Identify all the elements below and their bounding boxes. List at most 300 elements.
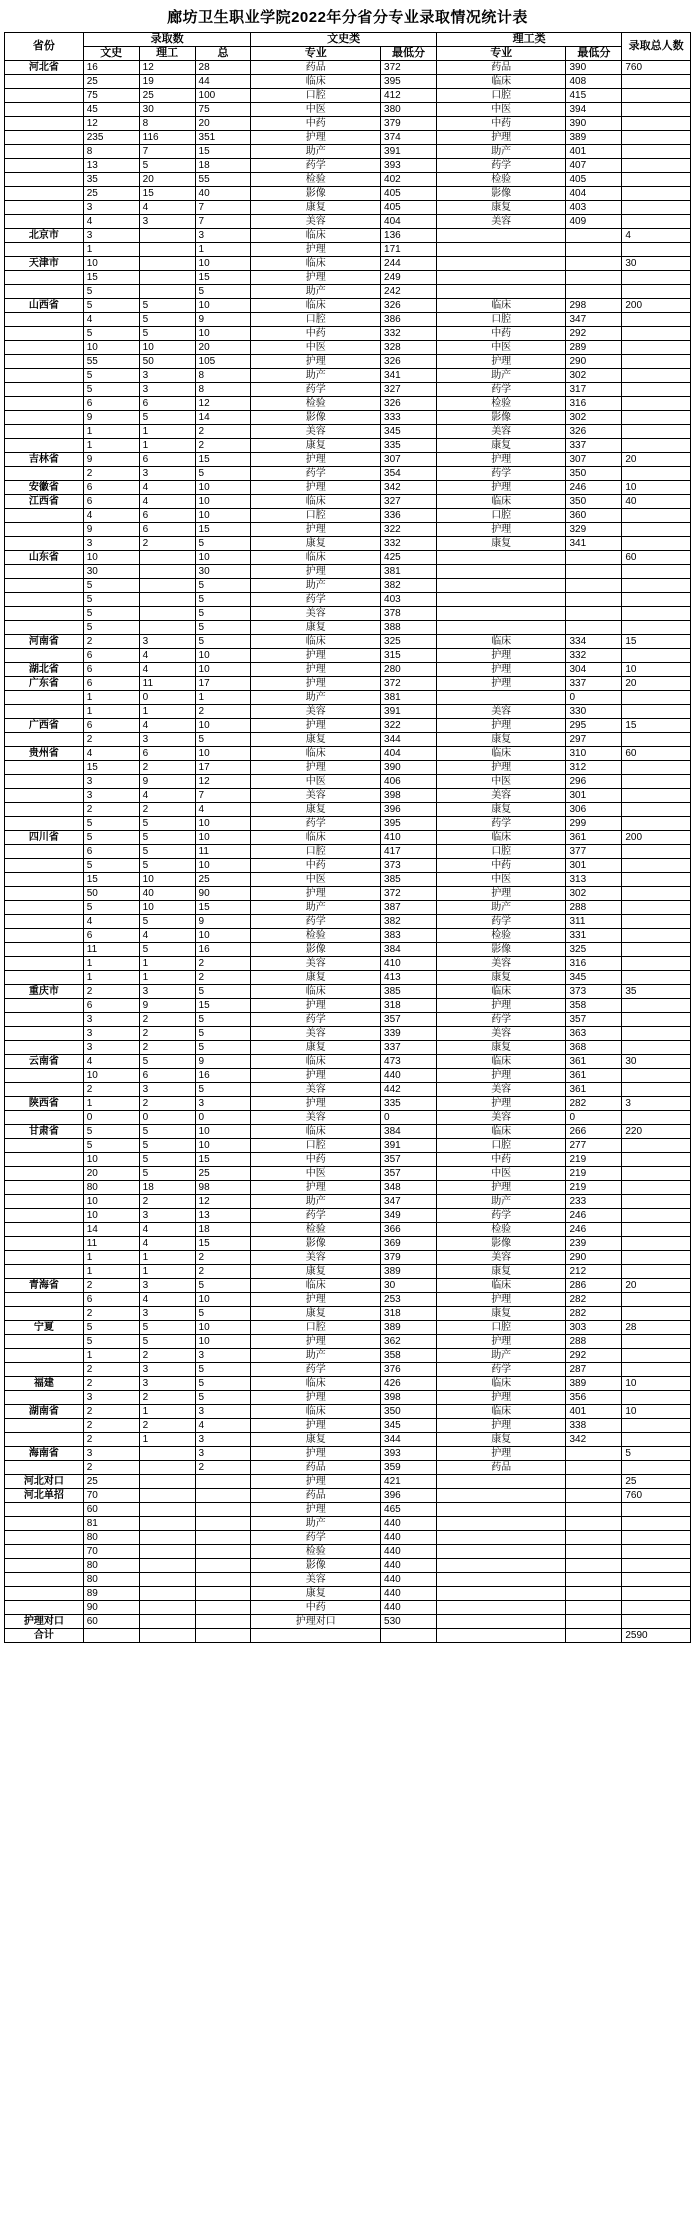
cell-ligong-major bbox=[436, 1545, 566, 1559]
cell-wenshi-major: 护理 bbox=[251, 481, 381, 495]
cell-ligong-count: 2 bbox=[139, 537, 195, 551]
cell-ligong-count bbox=[139, 1559, 195, 1573]
cell-wenshi-minscore: 426 bbox=[381, 1377, 437, 1391]
cell-total-admitted: 28 bbox=[622, 1321, 691, 1335]
cell-province bbox=[5, 1209, 84, 1223]
table-row bbox=[5, 1125, 691, 1139]
cell-ligong-minscore: 373 bbox=[566, 985, 622, 999]
cell-total-count: 5 bbox=[195, 285, 251, 299]
cell-wenshi-major: 药学 bbox=[251, 1013, 381, 1027]
cell-wenshi-count: 13 bbox=[83, 159, 139, 173]
cell-ligong-count bbox=[139, 1447, 195, 1461]
cell-ligong-minscore: 361 bbox=[566, 831, 622, 845]
cell-province bbox=[5, 215, 84, 229]
cell-ligong-count: 5 bbox=[139, 1167, 195, 1181]
cell-total-admitted bbox=[622, 887, 691, 901]
cell-ligong-count bbox=[139, 607, 195, 621]
cell-ligong-major: 美容 bbox=[436, 1083, 566, 1097]
cell-ligong-count: 6 bbox=[139, 1069, 195, 1083]
cell-ligong-major: 药学 bbox=[436, 467, 566, 481]
cell-wenshi-count: 0 bbox=[83, 1111, 139, 1125]
cell-province: 河北省 bbox=[5, 61, 84, 75]
cell-wenshi-minscore: 388 bbox=[381, 621, 437, 635]
cell-province bbox=[5, 369, 84, 383]
cell-total-admitted bbox=[622, 565, 691, 579]
cell-ligong-count: 4 bbox=[139, 719, 195, 733]
cell-wenshi-minscore: 391 bbox=[381, 1139, 437, 1153]
cell-total-admitted bbox=[622, 873, 691, 887]
cell-wenshi-major: 药学 bbox=[251, 383, 381, 397]
cell-ligong-count bbox=[139, 565, 195, 579]
cell-ligong-minscore: 316 bbox=[566, 397, 622, 411]
cell-wenshi-major: 中药 bbox=[251, 1153, 381, 1167]
table-row bbox=[5, 411, 691, 425]
cell-total-count: 25 bbox=[195, 873, 251, 887]
cell-ligong-minscore: 282 bbox=[566, 1293, 622, 1307]
cell-wenshi-count: 3 bbox=[83, 775, 139, 789]
cell-wenshi-major: 检验 bbox=[251, 397, 381, 411]
cell-ligong-count: 3 bbox=[139, 467, 195, 481]
cell-ligong-major: 药学 bbox=[436, 159, 566, 173]
table-row bbox=[5, 789, 691, 803]
cell-total-count: 15 bbox=[195, 523, 251, 537]
cell-wenshi-count: 90 bbox=[83, 1601, 139, 1615]
cell-province: 护理对口 bbox=[5, 1615, 84, 1629]
cell-wenshi-count: 80 bbox=[83, 1559, 139, 1573]
cell-ligong-minscore: 329 bbox=[566, 523, 622, 537]
cell-total-admitted: 35 bbox=[622, 985, 691, 999]
cell-total-count: 5 bbox=[195, 1013, 251, 1027]
cell-wenshi-minscore: 322 bbox=[381, 523, 437, 537]
table-row bbox=[5, 1139, 691, 1153]
cell-wenshi-minscore: 328 bbox=[381, 341, 437, 355]
cell-province bbox=[5, 411, 84, 425]
cell-ligong-minscore bbox=[566, 621, 622, 635]
cell-wenshi-count: 35 bbox=[83, 173, 139, 187]
cell-wenshi-major: 药学 bbox=[251, 915, 381, 929]
cell-ligong-count bbox=[139, 579, 195, 593]
cell-wenshi-major: 护理 bbox=[251, 1181, 381, 1195]
cell-province bbox=[5, 187, 84, 201]
cell-wenshi-count: 70 bbox=[83, 1489, 139, 1503]
cell-ligong-major: 美容 bbox=[436, 1251, 566, 1265]
cell-ligong-count bbox=[139, 1545, 195, 1559]
cell-wenshi-minscore: 382 bbox=[381, 915, 437, 929]
cell-wenshi-minscore: 395 bbox=[381, 817, 437, 831]
cell-wenshi-minscore: 333 bbox=[381, 411, 437, 425]
cell-ligong-minscore: 219 bbox=[566, 1153, 622, 1167]
cell-wenshi-major: 临床 bbox=[251, 257, 381, 271]
cell-ligong-count: 5 bbox=[139, 327, 195, 341]
header-wenshi-minscore: 最低分 bbox=[381, 47, 437, 61]
cell-wenshi-count: 10 bbox=[83, 1069, 139, 1083]
table-row bbox=[5, 677, 691, 691]
cell-wenshi-count: 6 bbox=[83, 719, 139, 733]
cell-wenshi-major: 助产 bbox=[251, 579, 381, 593]
cell-ligong-minscore: 415 bbox=[566, 89, 622, 103]
cell-wenshi-minscore: 327 bbox=[381, 383, 437, 397]
cell-wenshi-minscore: 249 bbox=[381, 271, 437, 285]
cell-total-admitted bbox=[622, 355, 691, 369]
cell-ligong-major: 中医 bbox=[436, 873, 566, 887]
cell-ligong-count: 2 bbox=[139, 1027, 195, 1041]
cell-wenshi-count: 80 bbox=[83, 1531, 139, 1545]
cell-total-admitted bbox=[622, 1041, 691, 1055]
cell-ligong-count: 5 bbox=[139, 1055, 195, 1069]
cell-ligong-major bbox=[436, 1475, 566, 1489]
cell-ligong-count: 4 bbox=[139, 929, 195, 943]
cell-total-admitted bbox=[622, 761, 691, 775]
cell-ligong-minscore: 401 bbox=[566, 145, 622, 159]
cell-ligong-count: 6 bbox=[139, 453, 195, 467]
table-row bbox=[5, 1545, 691, 1559]
cell-total-admitted bbox=[622, 397, 691, 411]
cell-ligong-minscore: 292 bbox=[566, 327, 622, 341]
cell-ligong-major bbox=[436, 1517, 566, 1531]
cell-total-admitted: 20 bbox=[622, 677, 691, 691]
cell-ligong-count: 10 bbox=[139, 873, 195, 887]
cell-wenshi-minscore: 440 bbox=[381, 1573, 437, 1587]
cell-total-admitted bbox=[622, 999, 691, 1013]
cell-total-admitted bbox=[622, 1461, 691, 1475]
cell-wenshi-count: 10 bbox=[83, 1209, 139, 1223]
cell-total-count: 12 bbox=[195, 775, 251, 789]
cell-wenshi-count: 5 bbox=[83, 383, 139, 397]
cell-wenshi-minscore: 348 bbox=[381, 1181, 437, 1195]
table-row bbox=[5, 565, 691, 579]
cell-total-count: 10 bbox=[195, 831, 251, 845]
cell-total-admitted bbox=[622, 1195, 691, 1209]
cell-total-count bbox=[195, 1587, 251, 1601]
cell-total-count: 10 bbox=[195, 495, 251, 509]
cell-wenshi-count: 4 bbox=[83, 215, 139, 229]
cell-ligong-count: 5 bbox=[139, 1125, 195, 1139]
cell-ligong-count: 6 bbox=[139, 747, 195, 761]
cell-ligong-minscore: 368 bbox=[566, 1041, 622, 1055]
cell-wenshi-minscore: 171 bbox=[381, 243, 437, 257]
cell-total-admitted bbox=[622, 1069, 691, 1083]
cell-total-admitted bbox=[622, 1559, 691, 1573]
cell-wenshi-count: 3 bbox=[83, 1391, 139, 1405]
cell-wenshi-major: 康复 bbox=[251, 1307, 381, 1321]
table-row bbox=[5, 719, 691, 733]
cell-total-admitted bbox=[622, 789, 691, 803]
cell-wenshi-count: 6 bbox=[83, 1293, 139, 1307]
cell-wenshi-minscore: 344 bbox=[381, 733, 437, 747]
cell-wenshi-count: 6 bbox=[83, 663, 139, 677]
cell-total-admitted: 30 bbox=[622, 257, 691, 271]
cell-total-admitted bbox=[622, 971, 691, 985]
cell-wenshi-major: 药学 bbox=[251, 159, 381, 173]
cell-ligong-major: 康复 bbox=[436, 1265, 566, 1279]
table-row bbox=[5, 929, 691, 943]
cell-ligong-count: 25 bbox=[139, 89, 195, 103]
cell-total-count: 30 bbox=[195, 565, 251, 579]
cell-wenshi-count: 6 bbox=[83, 929, 139, 943]
table-row bbox=[5, 1307, 691, 1321]
table-row bbox=[5, 187, 691, 201]
cell-wenshi-major: 临床 bbox=[251, 1405, 381, 1419]
cell-wenshi-minscore: 391 bbox=[381, 145, 437, 159]
cell-ligong-minscore: 302 bbox=[566, 369, 622, 383]
cell-total-admitted bbox=[622, 1027, 691, 1041]
cell-ligong-major bbox=[436, 607, 566, 621]
cell-total-count: 5 bbox=[195, 621, 251, 635]
cell-total-count: 5 bbox=[195, 467, 251, 481]
cell-total-admitted: 10 bbox=[622, 1405, 691, 1419]
cell-province bbox=[5, 859, 84, 873]
cell-province bbox=[5, 1419, 84, 1433]
table-row bbox=[5, 131, 691, 145]
cell-total-admitted bbox=[622, 383, 691, 397]
cell-province bbox=[5, 775, 84, 789]
cell-wenshi-major: 药品 bbox=[251, 1461, 381, 1475]
cell-ligong-major: 临床 bbox=[436, 1125, 566, 1139]
cell-ligong-major: 临床 bbox=[436, 635, 566, 649]
cell-ligong-major: 影像 bbox=[436, 1237, 566, 1251]
cell-total-count: 105 bbox=[195, 355, 251, 369]
cell-province bbox=[5, 1083, 84, 1097]
cell-ligong-major: 护理 bbox=[436, 1069, 566, 1083]
cell-wenshi-minscore: 347 bbox=[381, 1195, 437, 1209]
cell-total-count: 20 bbox=[195, 117, 251, 131]
cell-wenshi-major: 临床 bbox=[251, 1055, 381, 1069]
cell-ligong-count: 3 bbox=[139, 1363, 195, 1377]
cell-ligong-count: 3 bbox=[139, 733, 195, 747]
cell-province: 河北单招 bbox=[5, 1489, 84, 1503]
table-row bbox=[5, 75, 691, 89]
cell-ligong-major: 护理 bbox=[436, 1181, 566, 1195]
cell-wenshi-major: 美容 bbox=[251, 215, 381, 229]
cell-wenshi-minscore: 332 bbox=[381, 327, 437, 341]
table-row bbox=[5, 943, 691, 957]
table-row bbox=[5, 467, 691, 481]
cell-ligong-major: 影像 bbox=[436, 943, 566, 957]
cell-province bbox=[5, 1153, 84, 1167]
cell-ligong-count: 4 bbox=[139, 789, 195, 803]
cell-total-count: 98 bbox=[195, 1181, 251, 1195]
cell-ligong-count: 2 bbox=[139, 1391, 195, 1405]
cell-total-count: 2 bbox=[195, 425, 251, 439]
cell-province bbox=[5, 1363, 84, 1377]
cell-total-admitted bbox=[622, 1223, 691, 1237]
cell-province bbox=[5, 1433, 84, 1447]
cell-ligong-minscore: 212 bbox=[566, 1265, 622, 1279]
table-row bbox=[5, 61, 691, 75]
cell-wenshi-major: 影像 bbox=[251, 1559, 381, 1573]
cell-ligong-count: 1 bbox=[139, 705, 195, 719]
cell-wenshi-count: 55 bbox=[83, 355, 139, 369]
cell-ligong-count bbox=[139, 1503, 195, 1517]
cell-total-count bbox=[195, 1559, 251, 1573]
cell-wenshi-major: 康复 bbox=[251, 1433, 381, 1447]
cell-ligong-minscore: 288 bbox=[566, 1335, 622, 1349]
cell-ligong-count: 40 bbox=[139, 887, 195, 901]
cell-wenshi-count: 3 bbox=[83, 201, 139, 215]
cell-wenshi-major: 护理 bbox=[251, 1069, 381, 1083]
cell-wenshi-minscore: 342 bbox=[381, 481, 437, 495]
cell-total-count: 3 bbox=[195, 1405, 251, 1419]
cell-wenshi-count: 80 bbox=[83, 1573, 139, 1587]
cell-ligong-minscore: 290 bbox=[566, 1251, 622, 1265]
cell-ligong-minscore bbox=[566, 1489, 622, 1503]
cell-ligong-minscore: 302 bbox=[566, 887, 622, 901]
table-row bbox=[5, 593, 691, 607]
cell-ligong-count bbox=[139, 229, 195, 243]
table-row bbox=[5, 663, 691, 677]
cell-total-admitted bbox=[622, 1517, 691, 1531]
cell-ligong-major: 美容 bbox=[436, 789, 566, 803]
cell-wenshi-minscore: 357 bbox=[381, 1013, 437, 1027]
cell-total-admitted bbox=[622, 1587, 691, 1601]
cell-ligong-major: 护理 bbox=[436, 1391, 566, 1405]
cell-wenshi-major: 护理对口 bbox=[251, 1615, 381, 1629]
cell-wenshi-minscore: 379 bbox=[381, 1251, 437, 1265]
cell-wenshi-count: 5 bbox=[83, 831, 139, 845]
cell-total-count: 16 bbox=[195, 943, 251, 957]
cell-ligong-minscore bbox=[566, 1503, 622, 1517]
cell-total-count: 4 bbox=[195, 803, 251, 817]
table-row bbox=[5, 1405, 691, 1419]
cell-total-count: 17 bbox=[195, 677, 251, 691]
cell-ligong-count: 10 bbox=[139, 901, 195, 915]
cell-ligong-major: 临床 bbox=[436, 495, 566, 509]
cell-ligong-minscore: 358 bbox=[566, 999, 622, 1013]
cell-total-count: 5 bbox=[195, 593, 251, 607]
cell-total-admitted: 10 bbox=[622, 481, 691, 495]
cell-ligong-major: 护理 bbox=[436, 523, 566, 537]
cell-wenshi-major: 护理 bbox=[251, 355, 381, 369]
cell-total-admitted bbox=[622, 313, 691, 327]
cell-wenshi-minscore: 318 bbox=[381, 999, 437, 1013]
cell-wenshi-major: 护理 bbox=[251, 1391, 381, 1405]
cell-ligong-count: 18 bbox=[139, 1181, 195, 1195]
cell-total-count: 2 bbox=[195, 439, 251, 453]
cell-total-count: 5 bbox=[195, 1363, 251, 1377]
cell-wenshi-minscore: 341 bbox=[381, 369, 437, 383]
cell-wenshi-major: 口腔 bbox=[251, 845, 381, 859]
cell-wenshi-minscore bbox=[381, 1629, 437, 1643]
cell-ligong-count: 8 bbox=[139, 117, 195, 131]
table-row bbox=[5, 1349, 691, 1363]
cell-wenshi-major: 口腔 bbox=[251, 509, 381, 523]
cell-total-admitted: 10 bbox=[622, 663, 691, 677]
cell-province bbox=[5, 1265, 84, 1279]
cell-total-admitted bbox=[622, 1251, 691, 1265]
table-row bbox=[5, 1111, 691, 1125]
cell-total-admitted bbox=[622, 201, 691, 215]
cell-wenshi-major: 康复 bbox=[251, 439, 381, 453]
table-row bbox=[5, 1041, 691, 1055]
cell-total-count: 10 bbox=[195, 649, 251, 663]
cell-province: 陕西省 bbox=[5, 1097, 84, 1111]
cell-wenshi-minscore: 372 bbox=[381, 887, 437, 901]
table-row bbox=[5, 327, 691, 341]
cell-wenshi-major: 康复 bbox=[251, 1587, 381, 1601]
cell-ligong-count: 3 bbox=[139, 1307, 195, 1321]
cell-province bbox=[5, 285, 84, 299]
cell-ligong-major: 药品 bbox=[436, 61, 566, 75]
header-province: 省份 bbox=[5, 33, 84, 61]
cell-total-count: 15 bbox=[195, 999, 251, 1013]
cell-total-admitted: 10 bbox=[622, 1377, 691, 1391]
cell-ligong-major: 中药 bbox=[436, 117, 566, 131]
cell-ligong-major: 检验 bbox=[436, 173, 566, 187]
cell-wenshi-count: 2 bbox=[83, 635, 139, 649]
cell-ligong-major: 护理 bbox=[436, 719, 566, 733]
cell-wenshi-count: 25 bbox=[83, 187, 139, 201]
cell-total-count: 18 bbox=[195, 1223, 251, 1237]
cell-ligong-count: 5 bbox=[139, 411, 195, 425]
cell-province bbox=[5, 1601, 84, 1615]
table-row bbox=[5, 383, 691, 397]
cell-ligong-count: 9 bbox=[139, 999, 195, 1013]
cell-ligong-count: 19 bbox=[139, 75, 195, 89]
cell-wenshi-minscore: 381 bbox=[381, 691, 437, 705]
cell-ligong-major: 美容 bbox=[436, 705, 566, 719]
cell-wenshi-minscore: 315 bbox=[381, 649, 437, 663]
cell-wenshi-minscore: 354 bbox=[381, 467, 437, 481]
cell-ligong-major bbox=[436, 1573, 566, 1587]
table-row bbox=[5, 159, 691, 173]
cell-province bbox=[5, 243, 84, 257]
cell-total-admitted bbox=[622, 1615, 691, 1629]
cell-wenshi-count: 6 bbox=[83, 397, 139, 411]
cell-ligong-minscore bbox=[566, 1587, 622, 1601]
cell-ligong-count bbox=[139, 1601, 195, 1615]
cell-ligong-count bbox=[139, 271, 195, 285]
cell-total-count: 1 bbox=[195, 691, 251, 705]
cell-wenshi-count: 6 bbox=[83, 677, 139, 691]
cell-wenshi-minscore: 322 bbox=[381, 719, 437, 733]
cell-ligong-minscore: 331 bbox=[566, 929, 622, 943]
header-admitted: 录取数 bbox=[83, 33, 251, 47]
cell-wenshi-major: 中药 bbox=[251, 859, 381, 873]
cell-wenshi-minscore: 465 bbox=[381, 1503, 437, 1517]
cell-province: 山东省 bbox=[5, 551, 84, 565]
cell-wenshi-count: 1 bbox=[83, 957, 139, 971]
cell-total-admitted bbox=[622, 1013, 691, 1027]
cell-ligong-count: 3 bbox=[139, 985, 195, 999]
cell-wenshi-minscore: 358 bbox=[381, 1349, 437, 1363]
cell-wenshi-count: 1 bbox=[83, 1265, 139, 1279]
cell-wenshi-major: 康复 bbox=[251, 537, 381, 551]
cell-ligong-count: 15 bbox=[139, 187, 195, 201]
cell-ligong-major bbox=[436, 621, 566, 635]
cell-wenshi-minscore: 382 bbox=[381, 579, 437, 593]
cell-ligong-minscore: 303 bbox=[566, 1321, 622, 1335]
cell-ligong-major: 助产 bbox=[436, 369, 566, 383]
cell-wenshi-minscore: 369 bbox=[381, 1237, 437, 1251]
cell-ligong-minscore: 0 bbox=[566, 1111, 622, 1125]
cell-province bbox=[5, 131, 84, 145]
cell-wenshi-count: 5 bbox=[83, 1139, 139, 1153]
cell-province: 合计 bbox=[5, 1629, 84, 1643]
cell-ligong-major: 临床 bbox=[436, 831, 566, 845]
cell-wenshi-minscore: 372 bbox=[381, 677, 437, 691]
cell-wenshi-major: 护理 bbox=[251, 719, 381, 733]
cell-ligong-major: 影像 bbox=[436, 187, 566, 201]
cell-ligong-major bbox=[436, 229, 566, 243]
cell-total-count: 11 bbox=[195, 845, 251, 859]
cell-wenshi-major: 临床 bbox=[251, 985, 381, 999]
cell-total-count: 5 bbox=[195, 537, 251, 551]
cell-wenshi-count: 5 bbox=[83, 369, 139, 383]
cell-ligong-minscore: 311 bbox=[566, 915, 622, 929]
cell-ligong-minscore: 299 bbox=[566, 817, 622, 831]
cell-wenshi-count: 5 bbox=[83, 299, 139, 313]
cell-total-admitted bbox=[622, 1601, 691, 1615]
